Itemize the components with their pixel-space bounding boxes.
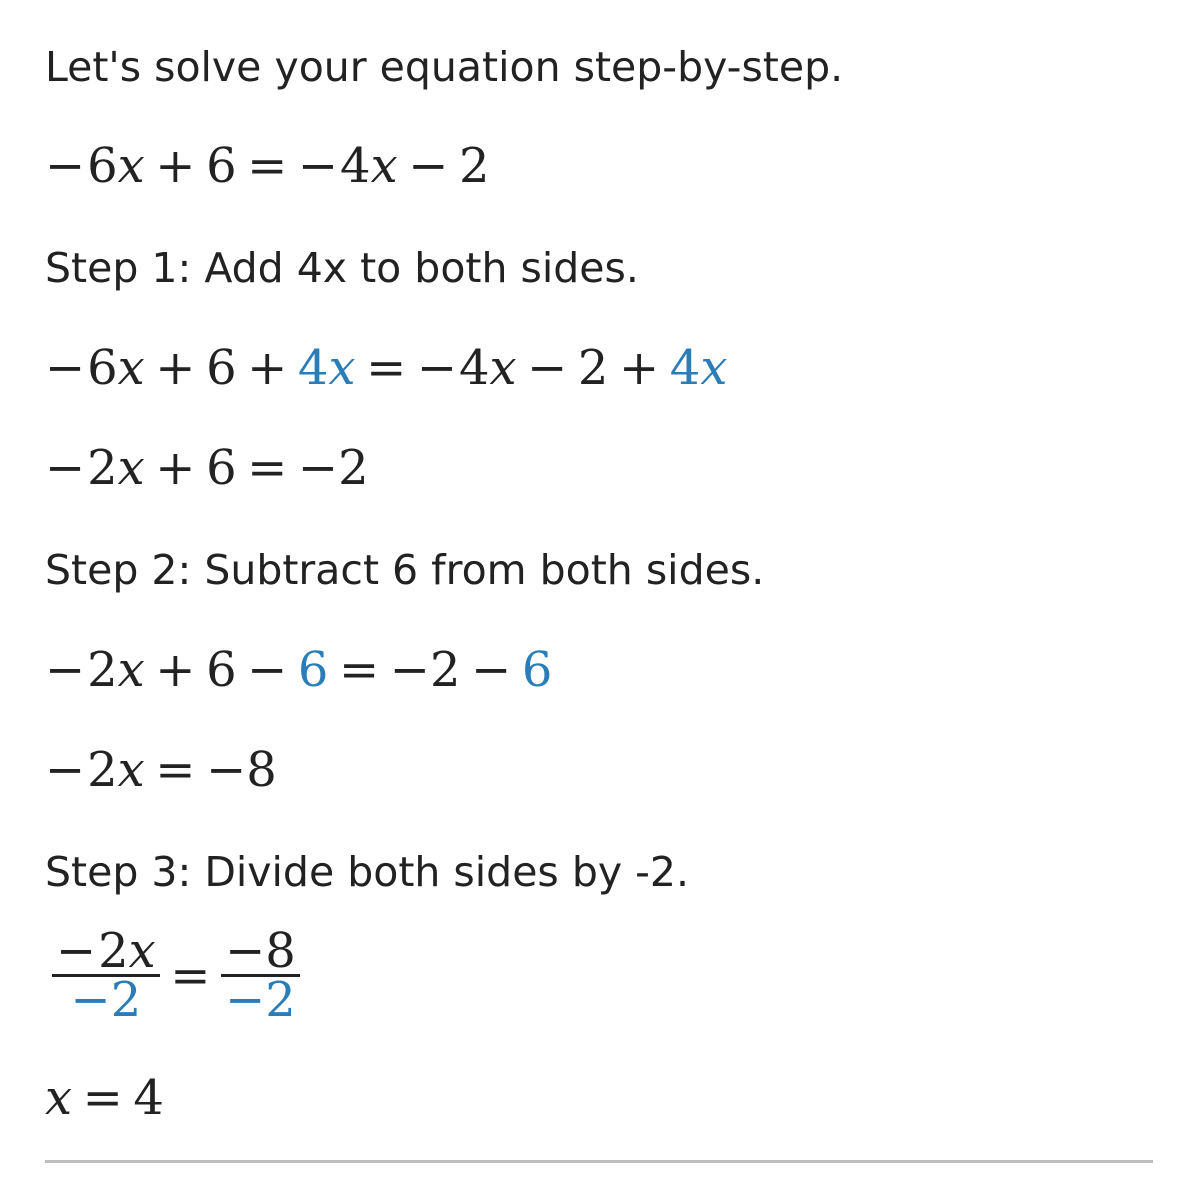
operator: +: [155, 340, 196, 396]
term: 6: [206, 440, 237, 496]
equals-sign: =: [247, 138, 288, 194]
variable: x: [117, 642, 145, 698]
step1-title: Step 1: Add 4x to both sides.: [45, 244, 639, 292]
equals-sign: =: [247, 440, 288, 496]
term: 2: [87, 742, 118, 798]
equals-sign: =: [366, 340, 407, 396]
term: 6: [206, 138, 237, 194]
step3-fraction-equation: [52, 923, 300, 1028]
highlighted-term: 6: [521, 642, 553, 698]
fraction-right: [221, 923, 300, 1028]
variable: x: [45, 1070, 73, 1126]
step2-title: Step 2: Subtract 6 from both sides.: [45, 546, 765, 594]
equals-sign: =: [155, 742, 196, 798]
equals-sign: =: [339, 642, 380, 698]
term: 6: [206, 642, 237, 698]
variable: x: [117, 138, 145, 194]
equals-sign: =: [82, 1070, 123, 1126]
operator: +: [247, 340, 288, 396]
term: 2: [87, 642, 118, 698]
numerator: −8: [221, 928, 300, 977]
term: 4: [340, 138, 371, 194]
term: −: [416, 340, 458, 396]
operator: −: [247, 642, 288, 698]
highlighted-variable: x: [700, 340, 728, 396]
term: −: [45, 742, 86, 798]
numerator: [52, 923, 160, 979]
variable: x: [128, 923, 156, 979]
denominator: −2: [225, 972, 296, 1028]
denominator: −2: [70, 972, 142, 1028]
variable: x: [117, 340, 145, 396]
answer-value: 4: [133, 1070, 164, 1126]
step3-title: Step 3: Divide both sides by -2.: [45, 848, 690, 896]
operator: −: [408, 138, 449, 194]
operator: +: [619, 340, 660, 396]
operator: +: [155, 642, 196, 698]
term: −: [56, 923, 97, 979]
operator: −: [527, 340, 568, 396]
highlighted-term: 4: [669, 340, 701, 396]
term: 2: [458, 138, 490, 194]
term: 4: [458, 340, 490, 396]
step1-equation-2: [45, 440, 369, 496]
step1-equation-1: [45, 340, 727, 396]
equals-sign: =: [170, 947, 211, 1004]
term: 2: [577, 340, 609, 396]
variable: x: [117, 742, 145, 798]
term: 2: [98, 923, 129, 979]
term: −2: [297, 440, 369, 496]
term: −: [45, 642, 86, 698]
step2-equation-2: [45, 742, 277, 798]
operator: +: [155, 440, 196, 496]
fraction-left: [52, 923, 160, 1028]
divider: [45, 1160, 1153, 1163]
step2-equation-1: [45, 642, 552, 698]
highlighted-variable: x: [328, 340, 356, 396]
term: 6: [87, 138, 118, 194]
term: −8: [206, 742, 277, 798]
final-answer: [45, 1070, 164, 1126]
operator: −: [471, 642, 512, 698]
operator: +: [155, 138, 196, 194]
variable: x: [370, 138, 398, 194]
term: −2: [389, 642, 461, 698]
intro-text: Let's solve your equation step-by-step.: [45, 43, 844, 91]
variable: x: [489, 340, 517, 396]
term: 6: [87, 340, 118, 396]
term: −: [45, 440, 86, 496]
term: −: [45, 138, 86, 194]
highlighted-term: 4: [297, 340, 329, 396]
term: −: [297, 138, 339, 194]
term: −: [45, 340, 86, 396]
term: 2: [87, 440, 118, 496]
variable: x: [117, 440, 145, 496]
highlighted-term: 6: [297, 642, 329, 698]
original-equation: [45, 138, 490, 194]
term: 6: [206, 340, 237, 396]
